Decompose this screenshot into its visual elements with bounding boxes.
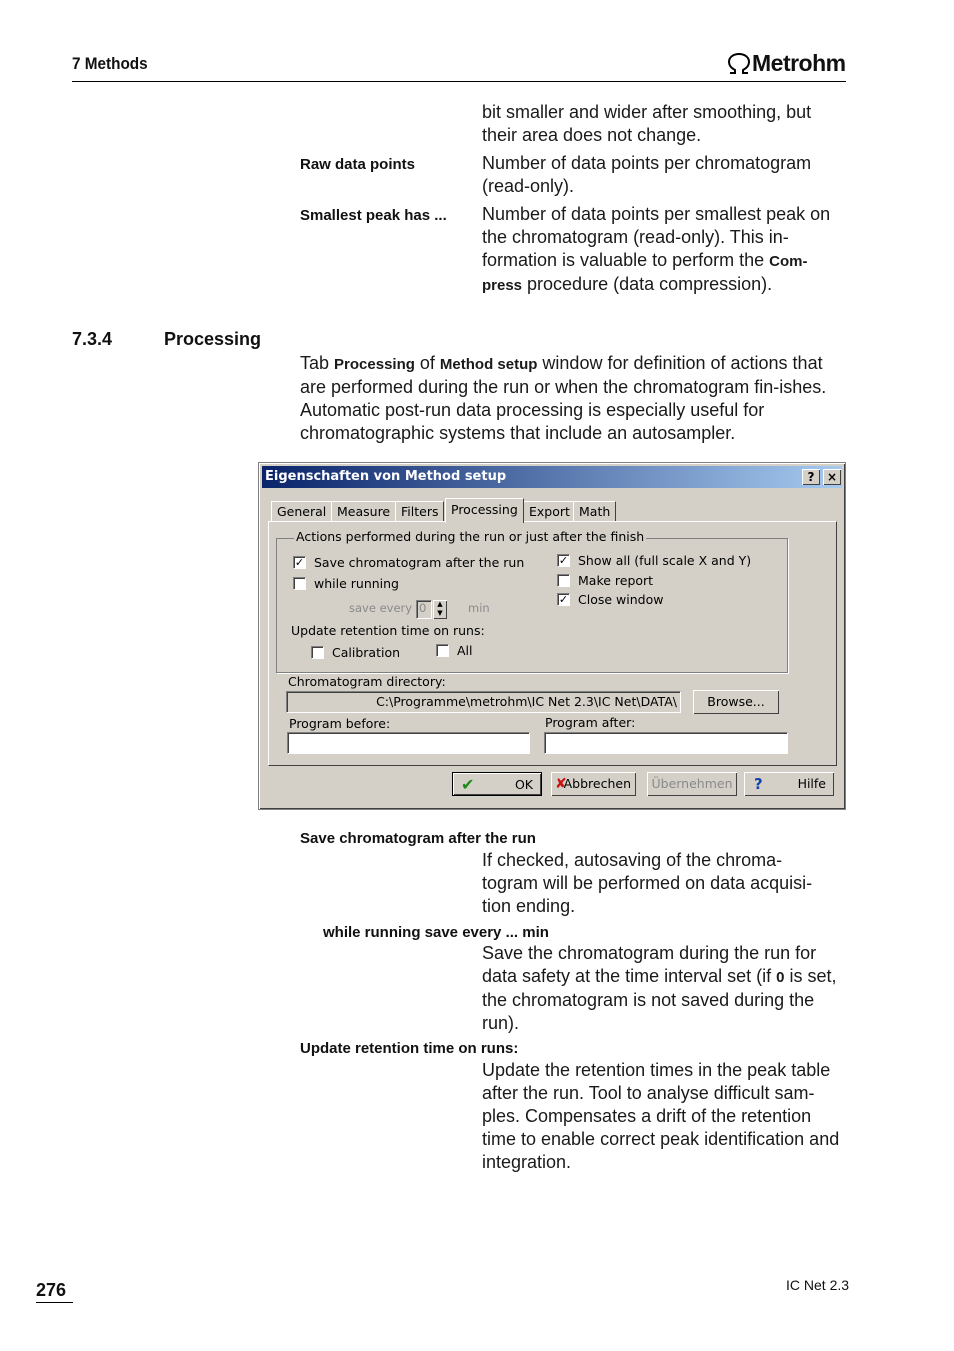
save-every-label: save every (349, 601, 413, 615)
page-number-rule (36, 1302, 73, 1303)
omega-icon (726, 52, 752, 76)
help-question-icon: ? (754, 775, 763, 793)
ok-button[interactable] (452, 772, 542, 796)
para-text: Tab (300, 353, 335, 373)
method-setup-keyword: Method setup (439, 356, 538, 373)
close-window-label: Close window (578, 592, 664, 607)
red-x-icon: ✘ (555, 776, 567, 792)
apply-button[interactable]: Übernehmen (647, 772, 737, 796)
save-every-input[interactable]: 0 (416, 600, 432, 619)
update-retention-term: Update retention time on runs: (300, 1040, 519, 1057)
min-label: min (468, 601, 490, 615)
smallest-peak-term: Smallest peak has ... (300, 207, 447, 224)
while-running-label: while running (314, 576, 399, 591)
program-after-input[interactable] (544, 732, 788, 754)
close-title-button[interactable]: × (823, 469, 841, 485)
actions-group-label: Actions performed during the run or just after the finish (296, 529, 645, 544)
cancel-label: Abbrechen (563, 776, 631, 791)
all-checkbox[interactable] (436, 644, 449, 657)
header-rule (72, 81, 846, 82)
method-setup-dialog (258, 462, 846, 810)
processing-keyword: Processing (334, 356, 415, 373)
continuation-text: bit smaller and wider after smoothing, but their area does not change. (482, 102, 812, 145)
save-after-run-label: Save chromatogram after the run (314, 555, 525, 570)
close-window-checkbox[interactable]: ✓ (558, 593, 569, 606)
save-after-run-term: Save chromatogram after the run (300, 830, 536, 847)
calibration-checkbox[interactable] (311, 646, 324, 659)
while-running-term: while running save every ... min (323, 924, 549, 941)
tab-general[interactable]: General (271, 501, 332, 522)
raw-data-desc: Number of data points per chromatogram (read-only). (482, 153, 812, 196)
make-report-checkbox[interactable] (557, 574, 570, 587)
save-every-spinner[interactable]: ▲ ▼ (433, 600, 447, 619)
page-number: 276 (36, 1280, 67, 1300)
update-retention-label: Update retention time on runs: (291, 623, 485, 638)
zero-value: 0 (776, 969, 785, 986)
brand-name: Metrohm (752, 50, 846, 76)
smallest-peak-desc (482, 203, 832, 297)
program-before-label: Program before: (289, 716, 391, 731)
save-after-run-desc: If checked, autosaving of the chroma-togram will be performed on data acquisi-tion ending. (482, 850, 813, 916)
tab-filters[interactable]: Filters (395, 501, 444, 522)
calibration-label: Calibration (332, 645, 401, 660)
show-all-label: Show all (full scale X and Y) (578, 553, 752, 568)
peak-desc-text: Number of data points per smallest peak on the chromatogram (read-only). This in-formation is valuable to perform the (482, 204, 831, 270)
update-retention-desc: Update the retention times in the peak table after the run. Tool to analyse difficult sam-ples. Compensates a drift of the retention time to enable correct peak identification and integration. (482, 1060, 840, 1172)
chapter-heading: 7 Methods (72, 54, 148, 73)
while-running-checkbox[interactable] (293, 577, 306, 590)
make-report-label: Make report (578, 573, 654, 588)
show-all-checkbox[interactable]: ✓ (558, 554, 569, 567)
checkmark-icon: ✔ (461, 775, 475, 794)
peak-desc-text-end: procedure (data compression). (522, 274, 773, 294)
program-before-input[interactable] (287, 732, 530, 754)
dialog-title-bar (262, 466, 842, 488)
metrohm-logo (726, 50, 846, 77)
section-title: Processing (164, 329, 262, 349)
tab-measure[interactable]: Measure (331, 501, 396, 522)
help-title-button[interactable]: ? (802, 469, 820, 485)
while-running-desc (482, 942, 838, 1035)
para-text: window for definition of actions that are performed during the run or when the chromatogram fin-ishes. Automatic post-run data processing is especially useful for chromatographic systems that include an autosampler. (300, 353, 827, 443)
help-label: Hilfe (797, 776, 826, 791)
help-button[interactable] (744, 772, 834, 796)
all-label: All (457, 643, 473, 658)
raw-data-term: Raw data points (300, 156, 416, 173)
section-paragraph (300, 352, 845, 445)
tab-export[interactable]: Export (523, 501, 576, 522)
save-after-run-checkbox[interactable]: ✓ (294, 556, 305, 569)
directory-label: Chromatogram directory: (288, 674, 446, 689)
ok-label: OK (514, 777, 533, 792)
browse-button[interactable]: Browse... (693, 690, 779, 714)
product-name: IC Net 2.3 (786, 1277, 850, 1293)
section-number: 7.3.4 (72, 329, 113, 349)
directory-field[interactable]: C:\Programme\metrohm\IC Net 2.3\IC Net\DATA\ (286, 691, 681, 713)
tab-processing[interactable]: Processing (445, 498, 524, 523)
compress-keyword: Com-press (482, 253, 808, 294)
program-after-label: Program after: (545, 715, 636, 730)
dialog-title: Eigenschaften von Method setup (265, 469, 507, 484)
desc-text-end: is set, the chromatogram is not saved during the run). (482, 966, 837, 1033)
tab-math[interactable]: Math (573, 501, 616, 522)
cancel-button[interactable] (551, 772, 636, 796)
desc-text: Save the chromatogram during the run for data safety at the time interval set (if (482, 943, 817, 986)
para-text: of (414, 353, 440, 373)
